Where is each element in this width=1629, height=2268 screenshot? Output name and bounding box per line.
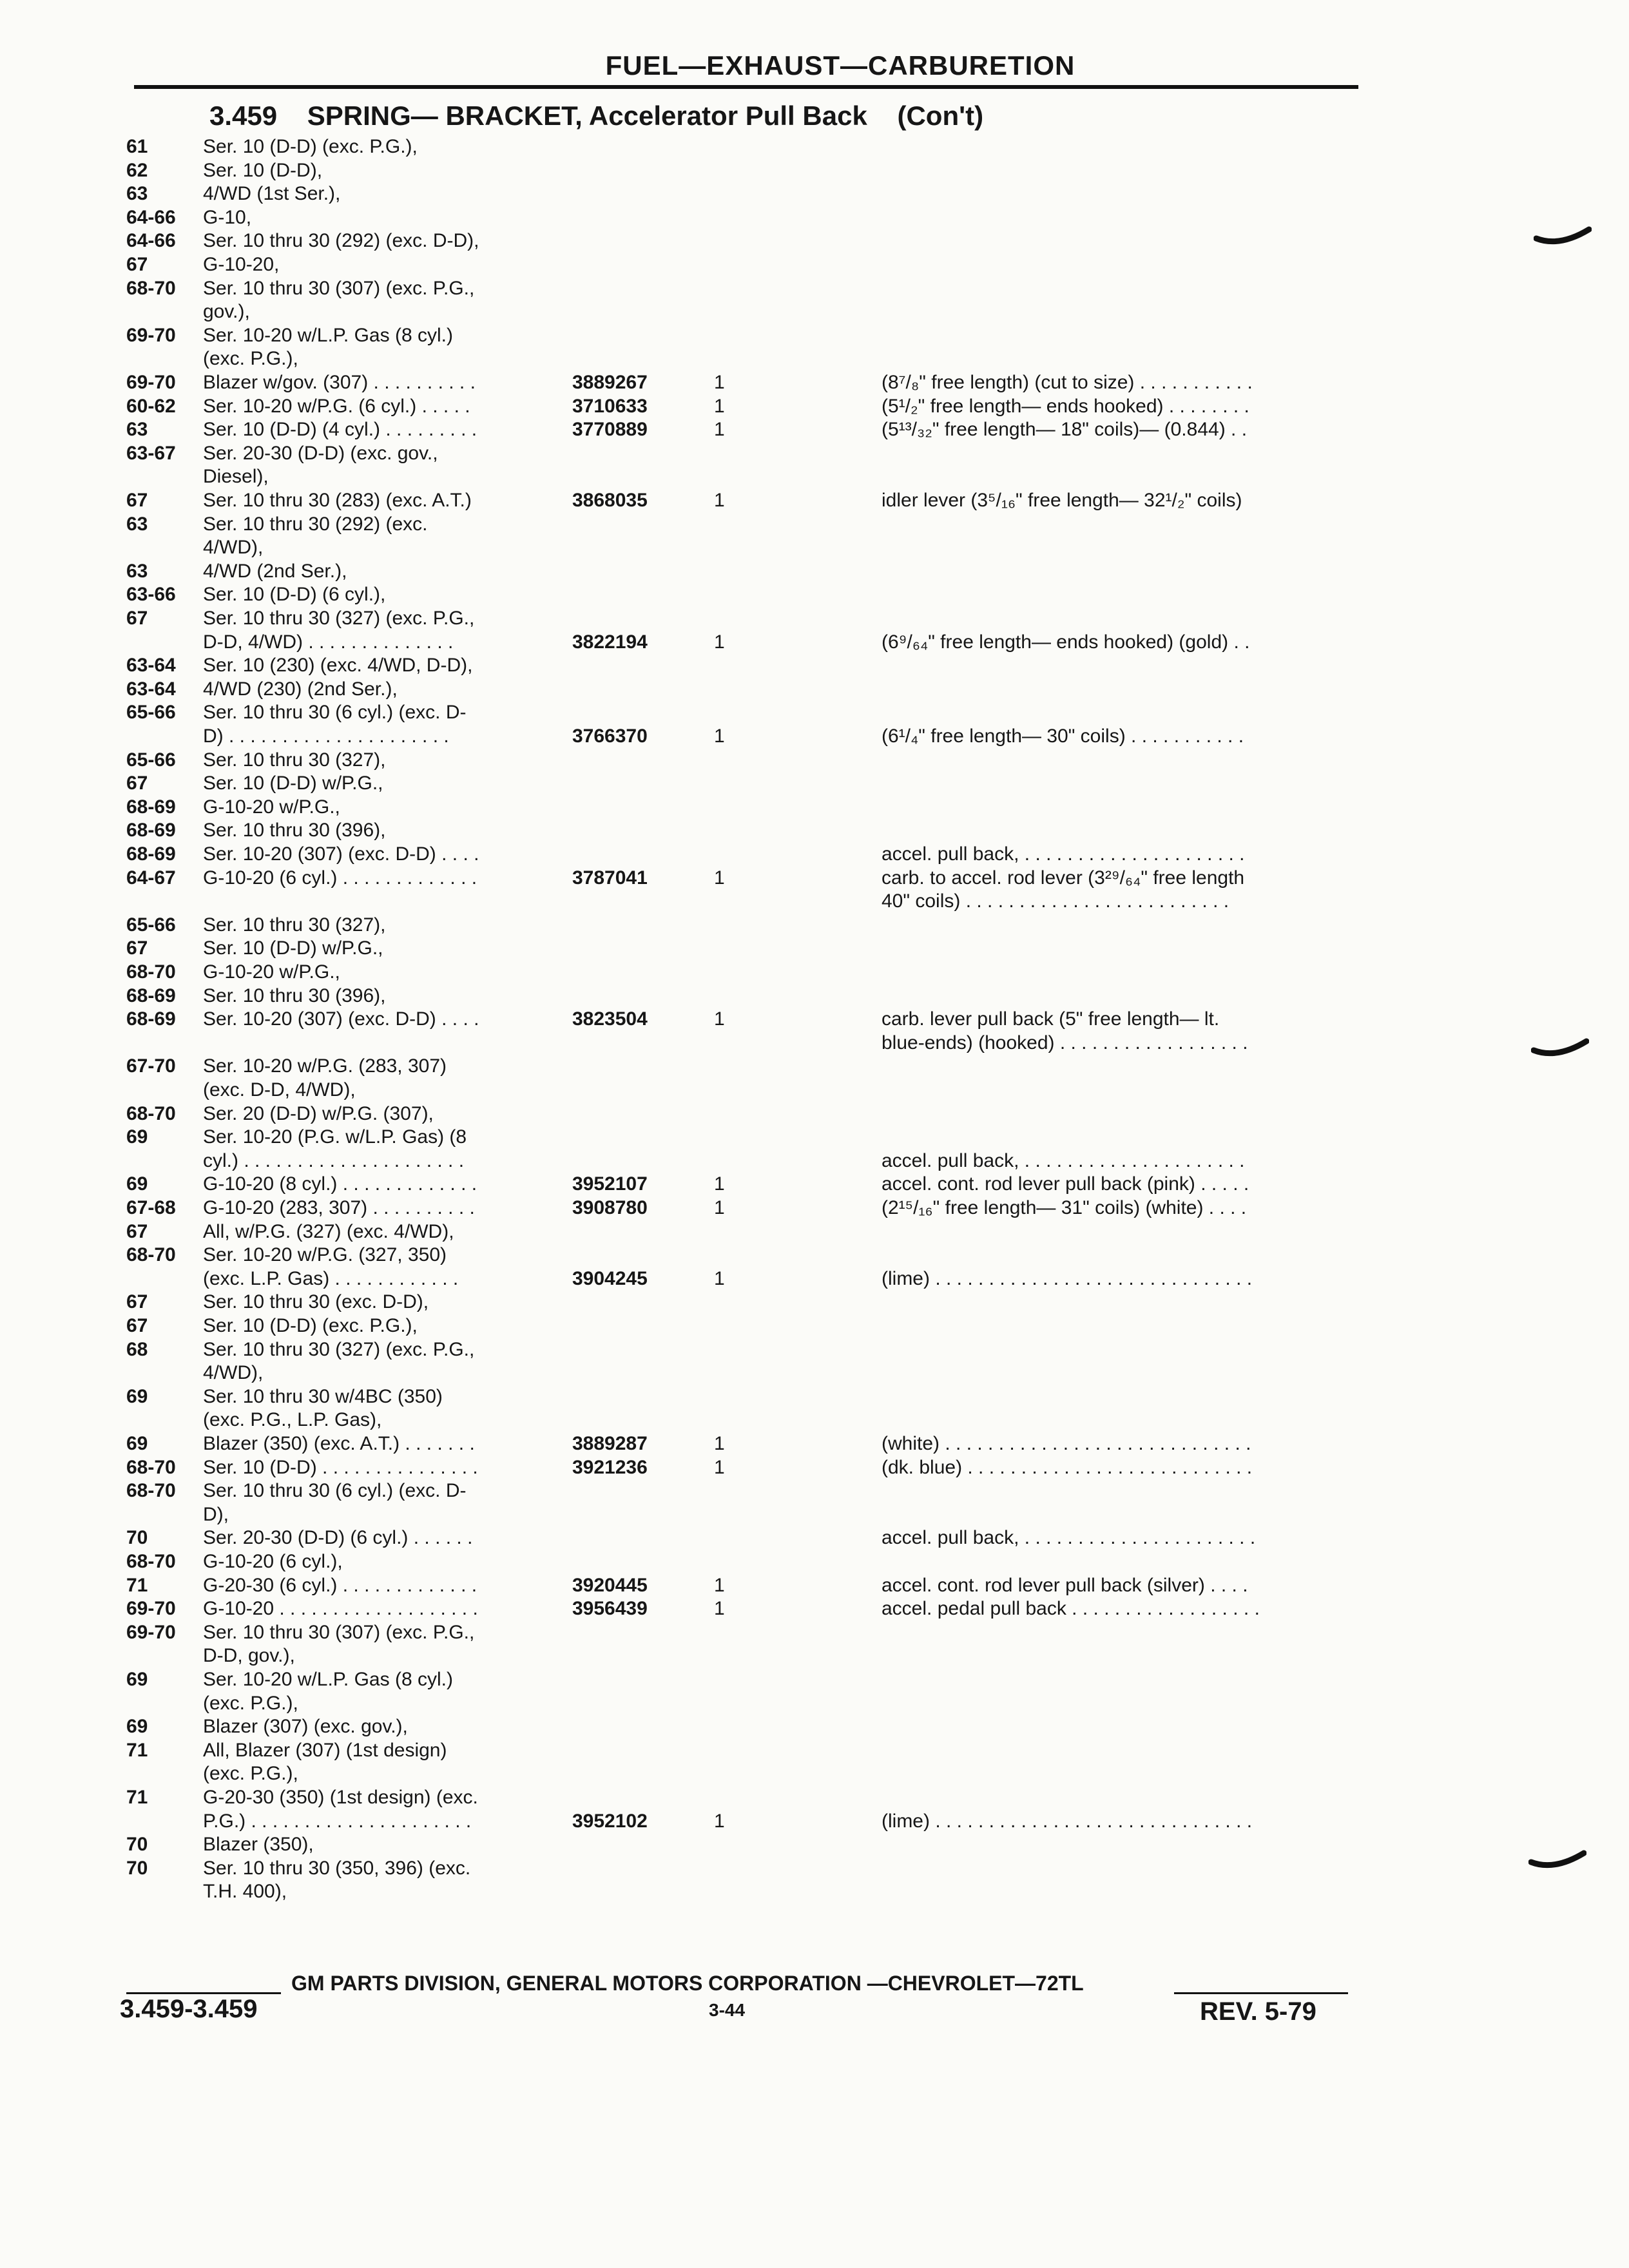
section-title: 3.459 SPRING— BRACKET, Accelerator Pull Back (Con't) [209,101,984,131]
year-cell: 68-70 [126,1456,176,1478]
year-cell: 63 [126,183,148,205]
remarks-cell: accel. pull back, . . . . . . . . . . . . . . . . . . . . . . [882,1527,1256,1549]
year-cell: 67 [126,490,148,511]
description-cell: Ser. 10 thru 30 (283) (exc. A.T.) [203,490,472,511]
year-cell: 68-69 [126,985,176,1006]
description-cell: Ser. 10 thru 30 (307) (exc. P.G., [203,277,475,299]
description-cell: Ser. 20-30 (D-D) (6 cyl.) . . . . . . [203,1527,473,1549]
description-cell: G-10-20 (6 cyl.) . . . . . . . . . . . . . [203,867,477,889]
year-cell: 68-70 [126,1244,176,1266]
year-cell: 68-70 [126,1480,176,1502]
description-cell: D-D, 4/WD) . . . . . . . . . . . . . . [203,631,454,653]
description-cell: Ser. 10-20 w/L.P. Gas (8 cyl.) [203,1669,453,1690]
description-cell: Ser. 10 thru 30 (292) (exc. [203,513,428,535]
year-cell: 68-69 [126,820,176,841]
part-number-cell: 3920445 [572,1574,648,1596]
year-cell: 67 [126,254,148,275]
description-cell: G-10-20 . . . . . . . . . . . . . . . . . . . [203,1598,478,1620]
year-cell: 69 [126,1385,148,1407]
description-cell: Ser. 10 thru 30 (6 cyl.) (exc. D- [203,1480,467,1502]
year-cell: 68-70 [126,1102,176,1124]
year-cell: 69 [126,1669,148,1690]
remarks-cell: accel. cont. rod lever pull back (silver) . . . . [882,1574,1248,1596]
year-cell: 69-70 [126,324,176,346]
description-cell: Ser. 10 thru 30 (exc. D-D), [203,1291,429,1313]
description-cell: Ser. 20 (D-D) w/P.G. (307), [203,1102,434,1124]
binder-tab-mark-icon [1531,1037,1589,1063]
description-cell: 4/WD), [203,537,264,559]
description-cell: Ser. 10 thru 30 (396), [203,985,386,1006]
year-cell: 68-69 [126,1008,176,1030]
description-cell: D-D, gov.), [203,1645,295,1667]
year-cell: 65-66 [126,914,176,936]
year-cell: 68-70 [126,277,176,299]
year-cell: 64-66 [126,230,176,252]
page-header-title: FUEL—EXHAUST—CARBURETION [605,50,1075,81]
remarks-cell: carb. to accel. rod lever (3²⁹/₆₄" free length [882,867,1245,889]
quantity-cell: 1 [714,419,725,441]
description-cell: Ser. 10 thru 30 (396), [203,820,386,841]
description-cell: Ser. 10 (D-D) w/P.G., [203,937,383,959]
remarks-cell: (dk. blue) . . . . . . . . . . . . . . . . . . . . . . . . . . . [882,1456,1253,1478]
year-cell: 68-69 [126,796,176,818]
year-cell: 64-67 [126,867,176,889]
remarks-cell: (2¹⁵/₁₆" free length— 31" coils) (white) . . . . [882,1197,1247,1218]
part-number-cell: 3770889 [572,419,648,441]
quantity-cell: 1 [714,867,725,889]
description-cell: (exc. P.G., L.P. Gas), [203,1409,382,1431]
description-cell: Blazer (307) (exc. gov.), [203,1716,408,1738]
year-cell: 71 [126,1787,148,1808]
year-cell: 62 [126,159,148,181]
footer-section-range: 3.459-3.459 [120,1995,258,2023]
year-cell: 67 [126,937,148,959]
year-cell: 67-68 [126,1197,176,1218]
footer-revision: REV. 5-79 [1200,1997,1316,2026]
part-number-cell: 3710633 [572,395,648,417]
quantity-cell: 1 [714,490,725,511]
description-cell: Ser. 10 thru 30 (6 cyl.) (exc. D- [203,702,467,724]
description-cell: P.G.) . . . . . . . . . . . . . . . . . . . . . [203,1810,472,1832]
description-cell: G-10-20 w/P.G., [203,796,340,818]
year-cell: 68-69 [126,843,176,865]
description-cell: (exc. L.P. Gas) . . . . . . . . . . . . [203,1267,459,1289]
part-number-cell: 3908780 [572,1197,648,1218]
description-cell: Ser. 10-20 (307) (exc. D-D) . . . . [203,1008,479,1030]
part-number-cell: 3822194 [572,631,648,653]
year-cell: 70 [126,1527,148,1549]
quantity-cell: 1 [714,1574,725,1596]
year-cell: 64-66 [126,206,176,228]
quantity-cell: 1 [714,1008,725,1030]
description-cell: (exc. P.G.), [203,348,298,370]
description-cell: Ser. 10 thru 30 (307) (exc. P.G., [203,1621,475,1643]
description-cell: G-10-20 (283, 307) . . . . . . . . . . [203,1197,475,1218]
year-cell: 69-70 [126,372,176,393]
year-cell: 68 [126,1338,148,1360]
description-cell: G-20-30 (350) (1st design) (exc. [203,1787,478,1808]
year-cell: 63 [126,513,148,535]
remarks-cell: (5¹/₂" free length— ends hooked) . . . . . . . . [882,395,1249,417]
header-rule [134,85,1358,89]
remarks-cell: (6⁹/₆₄" free length— ends hooked) (gold) . . [882,631,1250,653]
description-cell: D) . . . . . . . . . . . . . . . . . . . . . [203,726,449,747]
footer-rule-right [1174,1992,1348,1994]
remarks-cell: accel. pull back, . . . . . . . . . . . . . . . . . . . . . [882,843,1245,865]
quantity-cell: 1 [714,631,725,653]
binder-tab-mark-icon [1528,1849,1586,1875]
remarks-cell: accel. pull back, . . . . . . . . . . . . . . . . . . . . . [882,1149,1245,1171]
description-cell: Ser. 10 thru 30 (327) (exc. P.G., [203,608,475,629]
description-cell: All, w/P.G. (327) (exc. 4/WD), [203,1220,454,1242]
remarks-cell: 40" coils) . . . . . . . . . . . . . . . . . . . . . . . . . [882,890,1229,912]
part-number-cell: 3921236 [572,1456,648,1478]
description-cell: Ser. 10 (D-D) w/P.G., [203,773,383,794]
description-cell: cyl.) . . . . . . . . . . . . . . . . . . . . . [203,1149,465,1171]
description-cell: G-20-30 (6 cyl.) . . . . . . . . . . . . . [203,1574,477,1596]
part-number-cell: 3889267 [572,372,648,393]
remarks-cell: accel. cont. rod lever pull back (pink) . . . . . [882,1173,1249,1195]
description-cell: Ser. 10 thru 30 (292) (exc. D-D), [203,230,479,252]
year-cell: 63-67 [126,442,176,464]
description-cell: Ser. 10 (D-D) (6 cyl.), [203,584,386,606]
quantity-cell: 1 [714,1197,725,1218]
year-cell: 65-66 [126,749,176,771]
description-cell: Ser. 10 thru 30 (327) (exc. P.G., [203,1338,475,1360]
year-cell: 63-64 [126,678,176,700]
description-cell: 4/WD (1st Ser.), [203,183,341,205]
year-cell: 71 [126,1739,148,1761]
quantity-cell: 1 [714,395,725,417]
year-cell: 67 [126,1220,148,1242]
year-cell: 68-70 [126,1551,176,1572]
part-number-cell: 3952102 [572,1810,648,1832]
year-cell: 67 [126,1291,148,1313]
description-cell: Ser. 10 (230) (exc. 4/WD, D-D), [203,655,473,677]
quantity-cell: 1 [714,1598,725,1620]
description-cell: Ser. 10-20 (P.G. w/L.P. Gas) (8 [203,1126,467,1148]
year-cell: 69 [126,1433,148,1454]
description-cell: 4/WD (2nd Ser.), [203,560,347,582]
year-cell: 63-66 [126,584,176,606]
description-cell: Ser. 10 (D-D), [203,159,323,181]
description-cell: (exc. P.G.), [203,1763,298,1785]
year-cell: 67-70 [126,1055,176,1077]
description-cell: Ser. 10 thru 30 (350, 396) (exc. [203,1857,471,1879]
description-cell: G-10-20 (6 cyl.), [203,1551,343,1572]
description-cell: Blazer w/gov. (307) . . . . . . . . . . [203,372,476,393]
year-cell: 65-66 [126,702,176,724]
remarks-cell: (lime) . . . . . . . . . . . . . . . . . . . . . . . . . . . . . . [882,1267,1253,1289]
remarks-cell: (lime) . . . . . . . . . . . . . . . . . . . . . . . . . . . . . . [882,1810,1253,1832]
description-cell: 4/WD), [203,1362,264,1384]
part-number-cell: 3904245 [572,1267,648,1289]
year-cell: 68-70 [126,961,176,983]
description-cell: Blazer (350), [203,1834,314,1856]
description-cell: Blazer (350) (exc. A.T.) . . . . . . . [203,1433,475,1454]
year-cell: 69 [126,1126,148,1148]
footer-rule-left [126,1992,281,1994]
part-number-cell: 3956439 [572,1598,648,1620]
description-cell: D), [203,1503,229,1525]
year-cell: 69 [126,1173,148,1195]
description-cell: Ser. 10-20 w/P.G. (283, 307) [203,1055,447,1077]
description-cell: gov.), [203,301,250,323]
description-cell: Diesel), [203,466,269,488]
part-number-cell: 3889287 [572,1433,648,1454]
description-cell: Ser. 10 thru 30 (327), [203,914,386,936]
year-cell: 63 [126,419,148,441]
year-cell: 70 [126,1834,148,1856]
year-cell: 63 [126,560,148,582]
year-cell: 67 [126,773,148,794]
part-number-cell: 3787041 [572,867,648,889]
description-cell: (exc. D-D, 4/WD), [203,1079,356,1100]
remarks-cell: (6¹/₄" free length— 30" coils) . . . . . . . . . . . [882,726,1244,747]
year-cell: 67 [126,608,148,629]
remarks-cell: carb. lever pull back (5" free length— lt. [882,1008,1220,1030]
year-cell: 61 [126,136,148,157]
year-cell: 67 [126,1315,148,1336]
description-cell: Ser. 10-20 w/P.G. (327, 350) [203,1244,447,1266]
year-cell: 71 [126,1574,148,1596]
description-cell: Ser. 10-20 (307) (exc. D-D) . . . . [203,843,479,865]
description-cell: Ser. 10 (D-D) (4 cyl.) . . . . . . . . . [203,419,477,441]
quantity-cell: 1 [714,372,725,393]
description-cell: G-10-20, [203,254,280,275]
quantity-cell: 1 [714,1433,725,1454]
part-number-cell: 3868035 [572,490,648,511]
remarks-cell: accel. pedal pull back . . . . . . . . . . . . . . . . . . [882,1598,1260,1620]
part-number-cell: 3952107 [572,1173,648,1195]
description-cell: T.H. 400), [203,1881,287,1903]
description-cell: Ser. 20-30 (D-D) (exc. gov., [203,442,438,464]
description-cell: Ser. 10 thru 30 w/4BC (350) [203,1385,443,1407]
description-cell: All, Blazer (307) (1st design) [203,1739,447,1761]
quantity-cell: 1 [714,1173,725,1195]
footer-publisher: GM PARTS DIVISION, GENERAL MOTORS CORPORATION —CHEVROLET—72TL [291,1972,1084,1995]
description-cell: Ser. 10 (D-D) (exc. P.G.), [203,1315,418,1336]
year-cell: 69 [126,1716,148,1738]
remarks-cell: idler lever (3⁵/₁₆" free length— 32¹/₂" coils) [882,490,1242,511]
description-cell: G-10, [203,206,252,228]
quantity-cell: 1 [714,726,725,747]
year-cell: 63-64 [126,655,176,677]
quantity-cell: 1 [714,1267,725,1289]
description-cell: Ser. 10 thru 30 (327), [203,749,386,771]
binder-tab-mark-icon [1534,226,1592,251]
remarks-cell: blue-ends) (hooked) . . . . . . . . . . . . . . . . . . [882,1032,1248,1053]
quantity-cell: 1 [714,1810,725,1832]
description-cell: Ser. 10 (D-D) . . . . . . . . . . . . . . . [203,1456,478,1478]
remarks-cell: (5¹³/₃₂" free length— 18" coils)— (0.844) . . [882,419,1248,441]
description-cell: 4/WD (230) (2nd Ser.), [203,678,398,700]
description-cell: G-10-20 (8 cyl.) . . . . . . . . . . . . . [203,1173,477,1195]
year-cell: 60-62 [126,395,176,417]
year-cell: 69-70 [126,1598,176,1620]
remarks-cell: (8⁷/₈" free length) (cut to size) . . . . . . . . . . . [882,372,1253,393]
year-cell: 69-70 [126,1621,176,1643]
description-cell: Ser. 10 (D-D) (exc. P.G.), [203,136,418,157]
quantity-cell: 1 [714,1456,725,1478]
description-cell: G-10-20 w/P.G., [203,961,340,983]
description-cell: Ser. 10-20 w/L.P. Gas (8 cyl.) [203,324,453,346]
footer-page-number: 3-44 [709,2000,746,2020]
year-cell: 70 [126,1857,148,1879]
part-number-cell: 3766370 [572,726,648,747]
remarks-cell: (white) . . . . . . . . . . . . . . . . . . . . . . . . . . . . . [882,1433,1251,1454]
part-number-cell: 3823504 [572,1008,648,1030]
description-cell: (exc. P.G.), [203,1692,298,1714]
description-cell: Ser. 10-20 w/P.G. (6 cyl.) . . . . . [203,395,470,417]
